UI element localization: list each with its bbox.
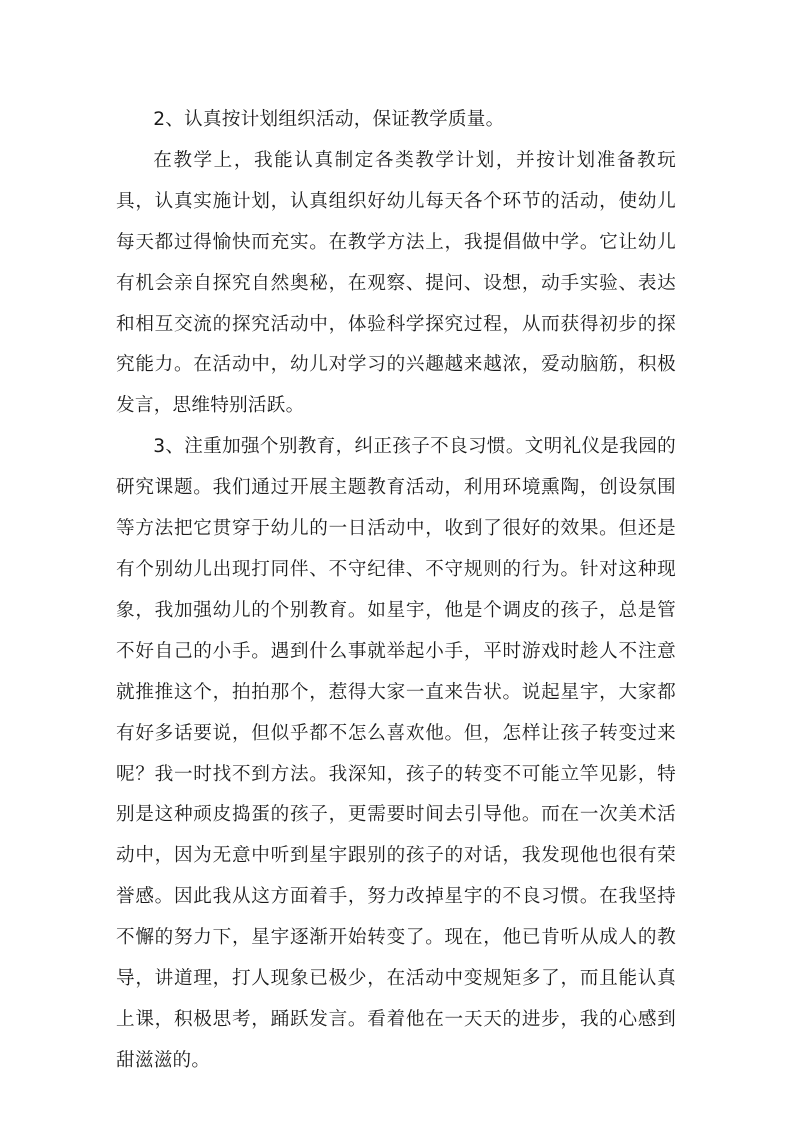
paragraph-heading-2: 2、认真按计划组织活动，保证教学质量。 (153, 109, 505, 130)
paragraph-individual-education: 3、注重加强个别教育，纠正孩子不良习惯。文明礼仪是我园的研究课题。我们通过开展主题教育活动，利用环境熏陶，创设氛围等方法把它贯穿于幼儿的一日活动中，收到了很好的效果。但还是有个别幼儿出现打同伴、不守纪律、不守规则的行为。针对这种现象，我加强幼儿的个别教育。如星宇，他是个调皮的孩子，总是管不好自己的小手。遇到什么事就举起小手，平时游戏时趁人不注意就推推这个，拍拍那个，惹得大家一直来告状。说起星宇，大家都有好多话要说，但似乎都不怎么喜欢他。但，怎样让孩子转变过来呢？我一时找不到方法。我深知，孩子的转变不可能立竿见影，特别是这种顽皮捣蛋的孩子，更需要时间去引导他。而在一次美术活动中，因为无意中听到星宇跟别的孩子的对话，我发现他也很有荣誉感。因此我从这方面着手，努力改掉星宇的不良习惯。在我坚持不懈的努力下，星宇逐渐开始转变了。现在，他已肯听从成人的教导，讲道理，打人现象已极少，在活动中变规矩多了，而且能认真上课，积极思考，踊跃发言。看着他在一天天的进步，我的心感到甜滋滋的。 (116, 436, 676, 1071)
document-body (116, 100, 676, 1082)
paragraph-teaching: 在教学上，我能认真制定各类教学计划，并按计划准备教玩具，认真实施计划，认真组织好幼儿每天各个环节的活动，使幼儿每天都过得愉快而充实。在教学方法上，我提倡做中学。它让幼儿有机会亲自探究自然奥秘，在观察、提问、设想，动手实验、表达和相互交流的探究活动中，体验科学探究过程，从而获得初步的探究能力。在活动中，幼儿对学习的兴趣越来越浓，爱动脑筋，积极发言，思维特别活跃。 (116, 149, 676, 417)
